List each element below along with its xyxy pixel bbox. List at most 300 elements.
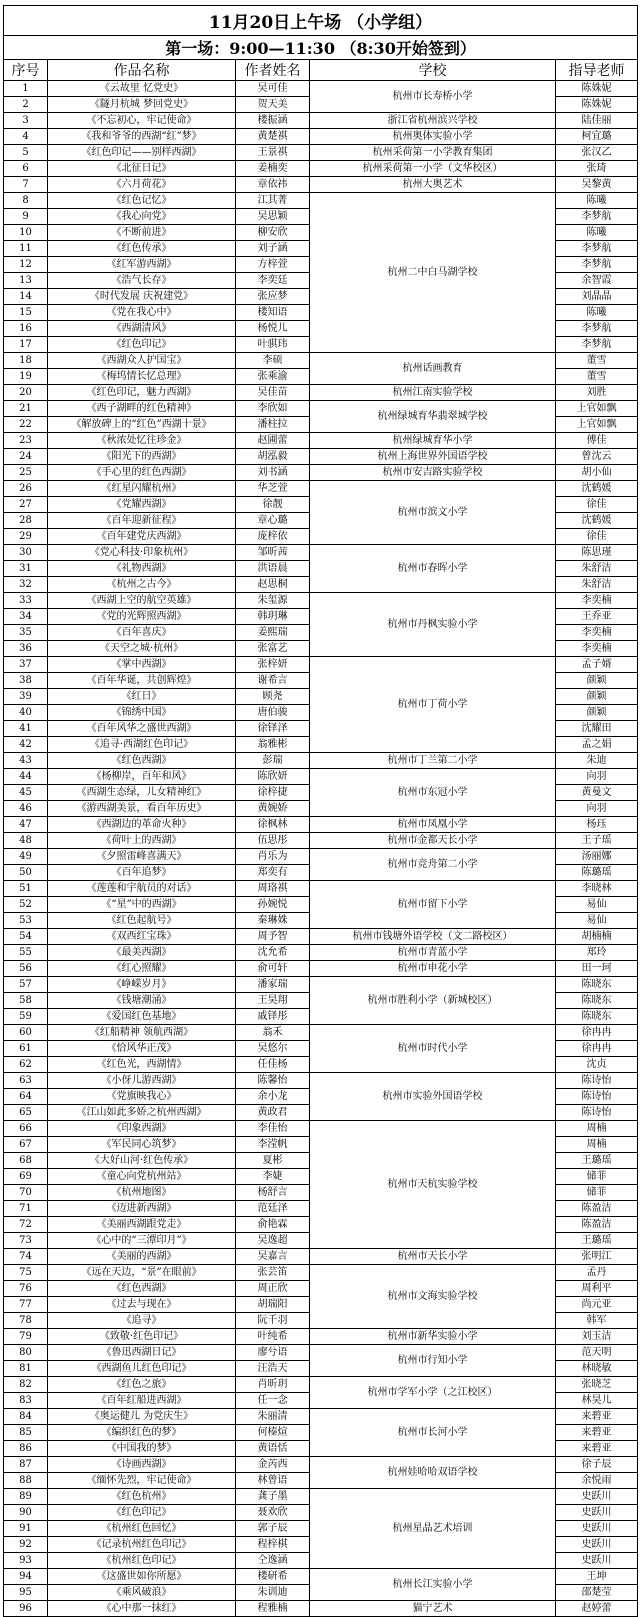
work-title: 《恰风华正茂》 (48, 1041, 236, 1057)
row-index: 33 (4, 593, 48, 609)
author-name: 王景祺 (236, 145, 310, 161)
work-title: 《百年喜庆》 (48, 625, 236, 641)
teacher-name: 范天明 (556, 1345, 638, 1361)
work-title: 《党的光辉照西湖》 (48, 609, 236, 625)
teacher-name: 王坤 (556, 1569, 638, 1585)
teacher-name: 陈思瑾 (556, 545, 638, 561)
teacher-name: 来碧亚 (556, 1409, 638, 1425)
author-name: 徐枫林 (236, 817, 310, 833)
author-name: 柳安欣 (236, 225, 310, 241)
work-title: 《浩气长存》 (48, 273, 236, 289)
author-name: 姜熙瑞 (236, 625, 310, 641)
work-title: 《杭州红色印记》 (48, 1553, 236, 1569)
author-name: 张应梦 (236, 289, 310, 305)
school-name: 杭州话画教育 (310, 353, 556, 385)
teacher-name: 史跃川 (556, 1553, 638, 1569)
row-index: 68 (4, 1153, 48, 1169)
work-title: 《梅坞情长忆总理》 (48, 369, 236, 385)
author-name: 周予智 (236, 929, 310, 945)
row-index: 34 (4, 609, 48, 625)
author-name: 张梓妍 (236, 657, 310, 673)
school-name: 杭州星晶艺术培训 (310, 1489, 556, 1569)
school-name: 杭州市丁荷小学 (310, 657, 556, 753)
school-name: 杭州市留下小学 (310, 881, 556, 929)
row-index: 9 (4, 209, 48, 225)
row-index: 20 (4, 385, 48, 401)
work-title: 《峥嵘岁月》 (48, 977, 236, 993)
author-name: 黄语恬 (236, 1441, 310, 1457)
author-name: 吴思颖 (236, 209, 310, 225)
school-name: 杭州大奥艺术 (310, 177, 556, 193)
work-title: 《奥运健儿 为党庆生》 (48, 1409, 236, 1425)
work-title: 《杨柳岸，百年和风》 (48, 769, 236, 785)
row-index: 94 (4, 1569, 48, 1585)
work-title: 《百年追梦》 (48, 865, 236, 881)
work-title: 《红色印记》 (48, 337, 236, 353)
row-index: 6 (4, 161, 48, 177)
teacher-name: 余悦雨 (556, 1473, 638, 1489)
teacher-name: 陈晓东 (556, 1009, 638, 1025)
teacher-name: 易仙 (556, 913, 638, 929)
row-index: 25 (4, 465, 48, 481)
work-title: 《编织红色的梦》 (48, 1425, 236, 1441)
row-index: 52 (4, 897, 48, 913)
teacher-name: 赵婷蕾 (556, 1601, 638, 1617)
school-name: 杭州市行知小学 (310, 1345, 556, 1377)
row-index: 71 (4, 1201, 48, 1217)
school-name: 杭州市实验外国语学校 (310, 1073, 556, 1121)
column-header-row (4, 60, 638, 81)
work-title: 《小伢儿游西湖》 (48, 1073, 236, 1089)
school-name: 杭州市丁兰第二小学 (310, 753, 556, 769)
title-row (4, 6, 638, 36)
schedule-table (3, 5, 638, 1617)
teacher-name: 陈曦 (556, 305, 638, 321)
work-title: 《天空之城·杭州》 (48, 641, 236, 657)
school-name: 杭州市春晖小学 (310, 545, 556, 593)
teacher-name: 陈姝妮 (556, 81, 638, 97)
row-index: 95 (4, 1585, 48, 1601)
teacher-name: 孟丹 (556, 1265, 638, 1281)
school-name: 杭州市青蓝小学 (310, 945, 556, 961)
table-row (4, 1249, 638, 1265)
header-teacher: 指导老师 (556, 60, 638, 81)
row-index: 41 (4, 721, 48, 737)
school-name: 杭州娃哈哈双语学校 (310, 1457, 556, 1489)
table-body (4, 81, 638, 1617)
row-index: 63 (4, 1073, 48, 1089)
author-name: 夏彬 (236, 1153, 310, 1169)
author-name: 楼振涵 (236, 113, 310, 129)
row-index: 2 (4, 97, 48, 113)
row-index: 19 (4, 369, 48, 385)
row-index: 4 (4, 129, 48, 145)
work-title: 《远在天边，“景”在眼前》 (48, 1265, 236, 1281)
school-name: 浙江省杭州滨兴学校 (310, 113, 556, 129)
work-title: 《美丽西湖跟党走》 (48, 1217, 236, 1233)
work-title: 《心中的“三潭印月”》 (48, 1233, 236, 1249)
work-title: 《党旗映我心》 (48, 1089, 236, 1105)
teacher-name: 颜颖 (556, 673, 638, 689)
session-subtitle: 第一场：9:00—11:30 （8:30开始签到） (4, 36, 638, 60)
author-name: 方梓萱 (236, 257, 310, 273)
row-index: 45 (4, 785, 48, 801)
work-title: 《印象西湖》 (48, 1121, 236, 1137)
author-name: 吴可佳 (236, 81, 310, 97)
author-name: 范廷泽 (236, 1201, 310, 1217)
teacher-name: 邵楚莹 (556, 1585, 638, 1601)
work-title: 《缅怀先烈，牢记使命》 (48, 1473, 236, 1489)
row-index: 36 (4, 641, 48, 657)
author-name: 何榛煊 (236, 1425, 310, 1441)
subtitle-row (4, 36, 638, 60)
work-title: 《红色起航号》 (48, 913, 236, 929)
work-title: 《军民同心筑梦》 (48, 1137, 236, 1153)
author-name: 李奕廷 (236, 273, 310, 289)
author-name: 聂欢欣 (236, 1505, 310, 1521)
row-index: 75 (4, 1265, 48, 1281)
author-name: 吴嘉言 (236, 1249, 310, 1265)
school-name: 杭州长江实验小学 (310, 1569, 556, 1601)
row-index: 53 (4, 913, 48, 929)
teacher-name: 陈璐瑶 (556, 865, 638, 881)
teacher-name: 张琦 (556, 161, 638, 177)
teacher-name: 朱舒洁 (556, 577, 638, 593)
teacher-name: 王子瑶 (556, 833, 638, 849)
author-name: 仝逸涵 (236, 1553, 310, 1569)
row-index: 43 (4, 753, 48, 769)
teacher-name: 颜颖 (556, 705, 638, 721)
school-name: 杭州市学军小学（之江校区） (310, 1377, 556, 1409)
teacher-name: 周利平 (556, 1281, 638, 1297)
school-name: 杭州江南实验学校 (310, 385, 556, 401)
work-title: 《红色杭州》 (48, 1489, 236, 1505)
row-index: 32 (4, 577, 48, 593)
work-title: 《红色记忆》 (48, 193, 236, 209)
work-title: 《追寻·西湖红色印记》 (48, 737, 236, 753)
table-row (4, 1409, 638, 1425)
row-index: 67 (4, 1137, 48, 1153)
work-title: 《最美西湖》 (48, 945, 236, 961)
school-name: 杭州奥体实验小学 (310, 129, 556, 145)
teacher-name: 史跃川 (556, 1489, 638, 1505)
work-title: 《红日》 (48, 689, 236, 705)
teacher-name: 董雪 (556, 353, 638, 369)
table-row (4, 161, 638, 177)
author-name: 潘柱拉 (236, 417, 310, 433)
table-row (4, 1377, 638, 1393)
row-index: 69 (4, 1169, 48, 1185)
teacher-name: 汤丽娜 (556, 849, 638, 865)
school-name: 杭州市长河小学 (310, 1409, 556, 1457)
teacher-name: 颜颖 (556, 689, 638, 705)
author-name: 叶纯希 (236, 1329, 310, 1345)
row-index: 93 (4, 1553, 48, 1569)
table-row (4, 1025, 638, 1041)
author-name: 伍思彤 (236, 833, 310, 849)
teacher-name: 黄曼文 (556, 785, 638, 801)
teacher-name: 吴黎黄 (556, 177, 638, 193)
work-title: 《不忘初心，牢记使命》 (48, 113, 236, 129)
author-name: 李婕 (236, 1169, 310, 1185)
author-name: 廖兮语 (236, 1345, 310, 1361)
row-index: 60 (4, 1025, 48, 1041)
teacher-name: 李梦航 (556, 209, 638, 225)
row-index: 46 (4, 801, 48, 817)
table-row (4, 145, 638, 161)
author-name: 韩玥琳 (236, 609, 310, 625)
sheet-title: 11月20日上午场 （小学组） (4, 6, 638, 36)
work-title: 《荷叶上的西湖》 (48, 833, 236, 849)
teacher-name: 李梦航 (556, 241, 638, 257)
school-name: 杭州市钱塘外语学校（文二路校区） (310, 929, 556, 945)
school-name: 杭州市新华实验小学 (310, 1329, 556, 1345)
teacher-name: 朱舒洁 (556, 561, 638, 577)
teacher-name: 柯宜璐 (556, 129, 638, 145)
author-name: 沈允希 (236, 945, 310, 961)
school-name: 杭州市申花小学 (310, 961, 556, 977)
work-title: 《百年红船进西湖》 (48, 1393, 236, 1409)
header-school: 学校 (310, 60, 556, 81)
row-index: 24 (4, 449, 48, 465)
row-index: 17 (4, 337, 48, 353)
school-name: 杭州市胜利小学（新城校区） (310, 977, 556, 1025)
teacher-name: 史跃川 (556, 1505, 638, 1521)
work-title: 《过去与现在》 (48, 1297, 236, 1313)
author-name: 阮千羽 (236, 1313, 310, 1329)
teacher-name: 上官如飘 (556, 401, 638, 417)
author-name: 朱玺源 (236, 593, 310, 609)
author-name: 楼知语 (236, 305, 310, 321)
row-index: 18 (4, 353, 48, 369)
table-row (4, 1489, 638, 1505)
work-title: 《红色西湖》 (48, 1281, 236, 1297)
work-title: 《党心科技·印象杭州》 (48, 545, 236, 561)
teacher-name: 李梦航 (556, 321, 638, 337)
author-name: 秦琳姝 (236, 913, 310, 929)
row-index: 51 (4, 881, 48, 897)
teacher-name: 田一珂 (556, 961, 638, 977)
header-author: 作者姓名 (236, 60, 310, 81)
work-title: 《红船精神 领航西湖》 (48, 1025, 236, 1041)
work-title: 《杭州之古今》 (48, 577, 236, 593)
schedule-sheet (3, 5, 637, 1617)
work-title: 《西湖众人护国宝》 (48, 353, 236, 369)
row-index: 10 (4, 225, 48, 241)
author-name: 华芝萱 (236, 481, 310, 497)
table-row (4, 545, 638, 561)
author-name: 张芸笛 (236, 1265, 310, 1281)
teacher-name: 陈晓东 (556, 977, 638, 993)
table-row (4, 433, 638, 449)
author-name: 赵圃蕾 (236, 433, 310, 449)
school-name: 杭州市天杭实验学校 (310, 1121, 556, 1249)
work-title: 《钱塘潮涌》 (48, 993, 236, 1009)
row-index: 74 (4, 1249, 48, 1265)
table-row (4, 129, 638, 145)
author-name: 龚子墨 (236, 1489, 310, 1505)
work-title: 《红心照耀》 (48, 961, 236, 977)
author-name: 肖昕玥 (236, 1377, 310, 1393)
work-title: 《北征日记》 (48, 161, 236, 177)
row-index: 81 (4, 1361, 48, 1377)
table-row (4, 849, 638, 865)
row-index: 3 (4, 113, 48, 129)
work-title: 《红色印记，魅力西湖》 (48, 385, 236, 401)
author-name: 程雅楠 (236, 1601, 310, 1617)
school-name: 杭州市丹枫实验小学 (310, 593, 556, 657)
row-index: 37 (4, 657, 48, 673)
work-title: 《乘风破浪》 (48, 1585, 236, 1601)
row-index: 55 (4, 945, 48, 961)
work-title: 《隧月杭城 梦回党史》 (48, 97, 236, 113)
teacher-name: 张明江 (556, 1249, 638, 1265)
author-name: 谢希言 (236, 673, 310, 689)
row-index: 14 (4, 289, 48, 305)
teacher-name: 来碧亚 (556, 1441, 638, 1457)
author-name: 吴佳苗 (236, 385, 310, 401)
author-name: 庞梓依 (236, 529, 310, 545)
row-index: 59 (4, 1009, 48, 1025)
teacher-name: 郑玲 (556, 945, 638, 961)
work-title: 《杭州地图》 (48, 1185, 236, 1201)
table-row (4, 81, 638, 97)
table-row (4, 817, 638, 833)
author-name: 黄婉娇 (236, 801, 310, 817)
teacher-name: 李奕楠 (556, 593, 638, 609)
row-index: 96 (4, 1601, 48, 1617)
author-name: 刘书涵 (236, 465, 310, 481)
author-name: 任佳杨 (236, 1057, 310, 1073)
teacher-name: 向羽 (556, 769, 638, 785)
work-title: 《江山如此多娇之杭州西湖》 (48, 1105, 236, 1121)
table-row (4, 1457, 638, 1473)
school-name: 杭州二中白马湖学校 (310, 193, 556, 353)
work-title: 《诗画西湖》 (48, 1457, 236, 1473)
row-index: 49 (4, 849, 48, 865)
row-index: 80 (4, 1345, 48, 1361)
author-name: 陈馨怡 (236, 1073, 310, 1089)
work-title: 《大好山河·红色传承》 (48, 1153, 236, 1169)
author-name: 戚铎彤 (236, 1009, 310, 1025)
teacher-name: 曾沈云 (556, 449, 638, 465)
work-title: 《解放碑上的“红色”西湖十景》 (48, 417, 236, 433)
author-name: 李佳怡 (236, 1121, 310, 1137)
author-name: 金芮西 (236, 1457, 310, 1473)
school-name: 杭州采荷第一小学（文华校区） (310, 161, 556, 177)
school-name: 杭州绿城育华翡翠城学校 (310, 401, 556, 433)
work-title: 《迈进新西湖》 (48, 1201, 236, 1217)
author-name: 周珞祺 (236, 881, 310, 897)
school-name: 猫宁艺术 (310, 1601, 556, 1617)
row-index: 77 (4, 1297, 48, 1313)
row-index: 5 (4, 145, 48, 161)
work-title: 《西湖边的革命火种》 (48, 817, 236, 833)
row-index: 89 (4, 1489, 48, 1505)
table-row (4, 1569, 638, 1585)
work-title: 《记录杭州红色印记》 (48, 1537, 236, 1553)
row-index: 8 (4, 193, 48, 209)
row-index: 61 (4, 1041, 48, 1057)
teacher-name: 王璐瑶 (556, 1233, 638, 1249)
teacher-name: 朱迪 (556, 753, 638, 769)
header-index: 序号 (4, 60, 48, 81)
author-name: 杨悦儿 (236, 321, 310, 337)
author-name: 徐靓 (236, 497, 310, 513)
row-index: 92 (4, 1537, 48, 1553)
author-name: 刘子涵 (236, 241, 310, 257)
row-index: 35 (4, 625, 48, 641)
table-row (4, 945, 638, 961)
row-index: 40 (4, 705, 48, 721)
teacher-name: 孟子婿 (556, 657, 638, 673)
author-name: 李硕 (236, 353, 310, 369)
row-index: 86 (4, 1441, 48, 1457)
teacher-name: 陈诗怡 (556, 1073, 638, 1089)
work-title: 《夕照雷峰喜满天》 (48, 849, 236, 865)
teacher-name: 陈诗怡 (556, 1089, 638, 1105)
author-name: 叶骐玮 (236, 337, 310, 353)
author-name: 黄楚祺 (236, 129, 310, 145)
teacher-name: 李晓林 (556, 881, 638, 897)
author-name: 邹昕茜 (236, 545, 310, 561)
teacher-name: 储菲 (556, 1169, 638, 1185)
teacher-name: 韩军 (556, 1313, 638, 1329)
row-index: 57 (4, 977, 48, 993)
teacher-name: 余智霞 (556, 273, 638, 289)
work-title: 《党在我心中》 (48, 305, 236, 321)
work-title: 《掌中西湖》 (48, 657, 236, 673)
teacher-name: 沈鹤媛 (556, 481, 638, 497)
teacher-name: 徐佳 (556, 529, 638, 545)
author-name: 洪语晨 (236, 561, 310, 577)
table-row (4, 1265, 638, 1281)
author-name: 郑奕有 (236, 865, 310, 881)
row-index: 28 (4, 513, 48, 529)
teacher-name: 张汉乙 (556, 145, 638, 161)
row-index: 27 (4, 497, 48, 513)
work-title: 《爱国红色基地》 (48, 1009, 236, 1025)
table-row (4, 881, 638, 897)
work-title: 《锦绣中国》 (48, 705, 236, 721)
teacher-name: 沈耀田 (556, 721, 638, 737)
row-index: 26 (4, 481, 48, 497)
row-index: 82 (4, 1377, 48, 1393)
author-name: 楼研希 (236, 1569, 310, 1585)
row-index: 64 (4, 1089, 48, 1105)
row-index: 47 (4, 817, 48, 833)
author-name: 翁禾 (236, 1025, 310, 1041)
teacher-name: 徐冉冉 (556, 1041, 638, 1057)
row-index: 12 (4, 257, 48, 273)
teacher-name: 陈姝妮 (556, 97, 638, 113)
row-index: 65 (4, 1105, 48, 1121)
work-title: 《西湖生态绿，儿女精神红》 (48, 785, 236, 801)
work-title: 《六月荷花》 (48, 177, 236, 193)
author-name: 胡泓毅 (236, 449, 310, 465)
teacher-name: 沈鹤媛 (556, 513, 638, 529)
table-row (4, 193, 638, 209)
teacher-name: 傅佳 (556, 433, 638, 449)
row-index: 78 (4, 1313, 48, 1329)
work-title: 《红色之旅》 (48, 1377, 236, 1393)
table-row (4, 1345, 638, 1361)
teacher-name: 林晓敏 (556, 1361, 638, 1377)
teacher-name: 陈晓东 (556, 993, 638, 1009)
teacher-name: 董雪 (556, 369, 638, 385)
row-index: 21 (4, 401, 48, 417)
row-index: 31 (4, 561, 48, 577)
